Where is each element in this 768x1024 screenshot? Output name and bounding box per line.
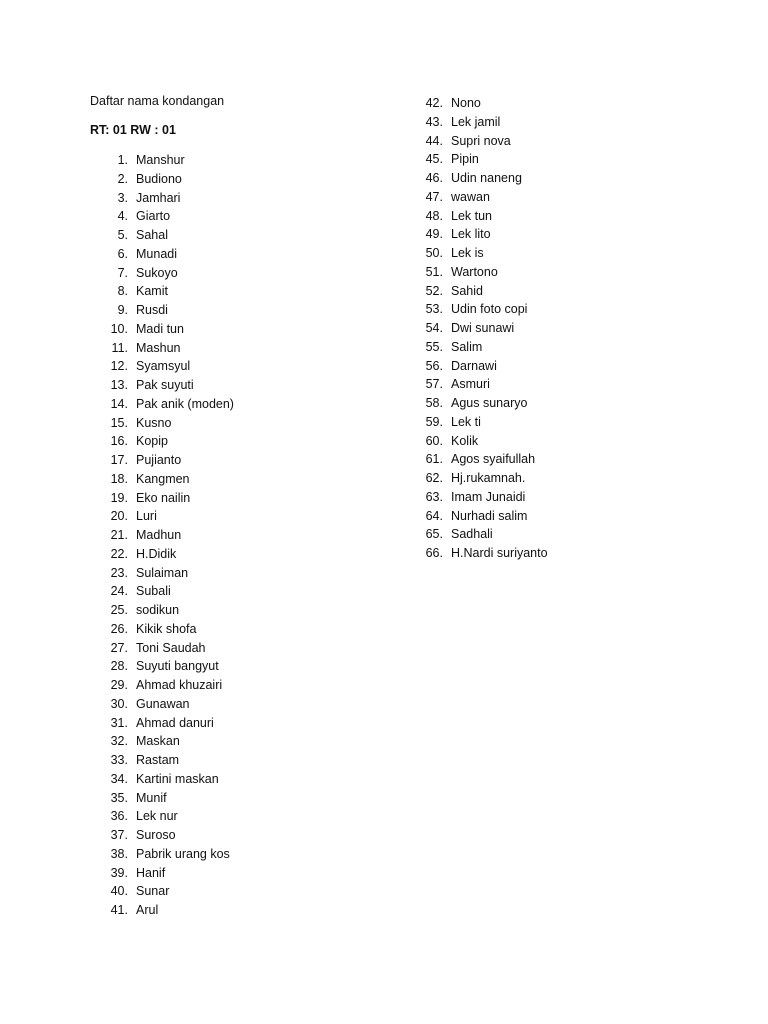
list-item-name: Kamit	[136, 284, 168, 299]
list-item-name: Suyuti bangyut	[136, 659, 219, 674]
list-item	[90, 751, 234, 770]
list-item	[90, 601, 234, 620]
list-item	[90, 901, 234, 920]
list-item-name: sodikun	[136, 603, 180, 617]
list-item	[90, 432, 234, 451]
list-item-name: Hj.rukamnah.	[451, 471, 526, 485]
list-item-name: Kartini maskan	[136, 771, 219, 786]
rt-rw-heading: RT: 01 RW : 01	[90, 123, 176, 137]
list-item	[405, 113, 548, 132]
list-item	[90, 789, 234, 808]
list-item-name: Sadhali	[451, 527, 493, 542]
list-item-name: Darnawi	[451, 358, 497, 373]
list-item	[405, 432, 548, 451]
list-item-number: 37.	[110, 828, 128, 842]
list-item-number: 42.	[425, 96, 443, 110]
list-item	[90, 882, 234, 901]
list-item	[405, 263, 548, 282]
list-item	[405, 169, 548, 188]
list-item-name: Sunar	[136, 884, 170, 899]
list-item-name: Maskan	[136, 734, 180, 749]
list-item-name: Pujianto	[136, 453, 182, 467]
list-item-name: Asmuri	[451, 377, 490, 392]
list-item-number: 21.	[110, 528, 128, 542]
list-item-name: Udin foto copi	[451, 302, 528, 317]
list-item-number: 28.	[110, 659, 128, 674]
list-item	[90, 639, 234, 658]
list-item	[90, 245, 234, 264]
list-item	[405, 450, 548, 469]
list-item-number: 31.	[110, 715, 128, 730]
list-item-number: 54.	[425, 321, 443, 335]
list-item-number: 22.	[110, 546, 128, 561]
list-item	[405, 394, 548, 413]
name-list-left-column	[90, 151, 234, 920]
list-item	[405, 319, 548, 338]
list-item-name: Kusno	[136, 415, 172, 430]
list-item-name: wawan	[451, 189, 490, 204]
list-item-number: 25.	[110, 603, 128, 617]
list-item	[90, 564, 234, 583]
list-item	[90, 470, 234, 489]
list-item	[405, 413, 548, 432]
list-item-name: Eko nailin	[136, 490, 191, 505]
list-item-name: H.Nardi suriyanto	[451, 546, 548, 560]
list-item-name: Kangmen	[136, 471, 190, 486]
list-item-number: 39.	[110, 865, 128, 880]
list-item-number: 44.	[425, 133, 443, 148]
list-item-number: 61.	[425, 452, 443, 467]
list-item	[405, 282, 548, 301]
list-item-number: 32.	[110, 734, 128, 749]
list-item	[405, 338, 548, 357]
list-item-name: Pipin	[451, 152, 479, 167]
list-item	[90, 526, 234, 545]
list-item-name: Sahal	[136, 228, 168, 242]
list-item-name: Munadi	[136, 246, 177, 261]
list-item	[90, 657, 234, 676]
list-item-name: Pabrik urang kos	[136, 846, 230, 861]
list-item-number: 13.	[110, 378, 128, 392]
list-item-name: Udin naneng	[451, 171, 522, 185]
list-item	[405, 544, 548, 563]
list-item-name: Suroso	[136, 828, 176, 842]
list-item-name: Ahmad khuzairi	[136, 678, 223, 692]
list-item-number: 4.	[117, 209, 128, 224]
list-item	[90, 582, 234, 601]
list-item-name: Kikik shofa	[136, 621, 197, 636]
list-item-number: 10.	[110, 321, 128, 336]
list-item-number: 6.	[117, 246, 128, 261]
list-item-name: Supri nova	[451, 133, 511, 148]
list-item-number: 14.	[110, 396, 128, 411]
list-item-name: Toni Saudah	[136, 640, 206, 655]
list-item-number: 41.	[110, 903, 128, 917]
list-item-name: Luri	[136, 509, 157, 524]
list-item-number: 46.	[425, 171, 443, 185]
list-item-name: Ahmad danuri	[136, 715, 214, 730]
list-item-name: Kolik	[451, 433, 479, 448]
list-item-number: 51.	[425, 264, 443, 279]
list-item	[405, 507, 548, 526]
list-item-number: 20.	[110, 509, 128, 524]
list-item	[90, 620, 234, 639]
list-item-number: 24.	[110, 584, 128, 599]
list-item-name: Imam Junaidi	[451, 489, 526, 504]
list-item-number: 19.	[110, 490, 128, 505]
list-item-number: 65.	[425, 527, 443, 542]
list-item	[405, 207, 548, 226]
list-item-name: Munif	[136, 790, 167, 805]
list-item-number: 56.	[425, 358, 443, 373]
list-item-name: Sulaiman	[136, 565, 189, 580]
document-title: Daftar nama kondangan	[90, 94, 225, 108]
list-item-number: 30.	[110, 696, 128, 711]
list-item	[405, 469, 548, 488]
list-item-number: 49.	[425, 227, 443, 242]
list-item	[90, 207, 234, 226]
list-item	[405, 244, 548, 263]
list-item-number: 40.	[110, 884, 128, 899]
list-item-name: Giarto	[136, 209, 171, 224]
list-item-number: 45.	[425, 152, 443, 167]
list-item-number: 33.	[110, 753, 128, 767]
list-item-number: 9.	[117, 303, 128, 317]
list-item-name: Budiono	[136, 171, 182, 186]
list-item-number: 5.	[117, 228, 128, 242]
list-item-number: 15.	[110, 415, 128, 430]
list-item	[405, 225, 548, 244]
name-list-right-column	[405, 94, 548, 563]
list-item-name: Madhun	[136, 528, 182, 542]
list-item	[90, 695, 234, 714]
list-item-name: Agus sunaryo	[451, 396, 528, 410]
list-item-number: 3.	[117, 190, 128, 205]
list-item-name: Lek tun	[451, 208, 493, 223]
list-item-name: Nurhadi salim	[451, 508, 528, 523]
list-item	[90, 301, 234, 320]
list-item	[90, 395, 234, 414]
list-item	[90, 507, 234, 526]
list-item-number: 64.	[425, 508, 443, 523]
list-item-number: 38.	[110, 846, 128, 861]
list-item-number: 62.	[425, 471, 443, 485]
list-item	[90, 282, 234, 301]
list-item-number: 55.	[425, 339, 443, 354]
list-item	[405, 375, 548, 394]
list-item-number: 53.	[425, 302, 443, 317]
list-item	[90, 545, 234, 564]
list-item-name: Jamhari	[136, 190, 181, 205]
list-item-number: 17.	[110, 453, 128, 467]
list-item	[90, 826, 234, 845]
list-item-number: 36.	[110, 809, 128, 824]
list-item-name: Pak anik (moden)	[136, 396, 234, 411]
list-item-name: Kopip	[136, 434, 168, 449]
list-item-number: 48.	[425, 208, 443, 223]
list-item-name: Lek jamil	[451, 114, 501, 129]
list-item	[90, 864, 234, 883]
list-item-name: Salim	[451, 339, 483, 354]
list-item-name: Madi tun	[136, 321, 184, 336]
list-item	[405, 357, 548, 376]
list-item-name: Gunawan	[136, 696, 190, 711]
list-item-number: 50.	[425, 246, 443, 260]
list-item	[90, 226, 234, 245]
list-item-number: 18.	[110, 471, 128, 486]
list-item	[90, 339, 234, 358]
list-item-number: 29.	[110, 678, 128, 692]
list-item	[405, 488, 548, 507]
list-item-name: Nono	[451, 96, 481, 110]
list-item-name: Syamsyul	[136, 359, 191, 374]
list-item	[90, 451, 234, 470]
list-item-name: Sahid	[451, 283, 483, 298]
list-item-name: Lek nur	[136, 809, 178, 824]
list-item	[405, 525, 548, 544]
list-item	[405, 188, 548, 207]
list-item-number: 11.	[111, 340, 128, 355]
list-item	[90, 151, 234, 170]
list-item-number: 26.	[110, 621, 128, 636]
list-item-number: 47.	[425, 189, 443, 204]
list-item-number: 27.	[110, 640, 128, 655]
list-item-name: H.Didik	[136, 546, 177, 561]
list-item-number: 16.	[110, 434, 128, 449]
list-item-name: Arul	[136, 903, 159, 917]
list-item	[90, 807, 234, 826]
list-item-name: Rusdi	[136, 303, 168, 317]
list-item	[90, 189, 234, 208]
list-item	[405, 150, 548, 169]
list-item-number: 34.	[110, 771, 128, 786]
list-item	[90, 770, 234, 789]
list-item	[90, 376, 234, 395]
list-item	[90, 320, 234, 339]
list-item-number: 43.	[425, 114, 443, 129]
list-item-name: Subali	[136, 584, 171, 599]
list-item	[90, 264, 234, 283]
list-item-name: Hanif	[136, 865, 166, 880]
list-item	[90, 676, 234, 695]
list-item	[405, 132, 548, 151]
list-item-number: 1.	[117, 153, 128, 167]
list-item	[90, 170, 234, 189]
list-item	[405, 94, 548, 113]
list-item-number: 59.	[425, 414, 443, 429]
list-item-number: 2.	[117, 171, 128, 186]
list-item-name: Lek lito	[451, 227, 491, 242]
list-item-name: Lek is	[451, 246, 484, 260]
list-item-name: Manshur	[136, 153, 185, 167]
list-item	[90, 357, 234, 376]
list-item-number: 7.	[117, 265, 128, 280]
list-item-name: Agos syaifullah	[451, 452, 536, 467]
list-item-name: Rastam	[136, 753, 180, 767]
list-item-name: Sukoyo	[136, 265, 178, 280]
list-item-name: Wartono	[451, 264, 498, 279]
list-item	[90, 489, 234, 508]
list-item	[90, 414, 234, 433]
list-item-name: Pak suyuti	[136, 378, 194, 392]
list-item	[405, 300, 548, 319]
list-item	[90, 714, 234, 733]
list-item-number: 60.	[425, 433, 443, 448]
list-item-number: 66.	[425, 546, 443, 560]
list-item-name: Mashun	[136, 340, 181, 355]
list-item	[90, 732, 234, 751]
list-item-number: 52.	[425, 283, 443, 298]
list-item-name: Dwi sunawi	[451, 321, 515, 335]
list-item-name: Lek ti	[451, 414, 481, 429]
list-item-number: 58.	[425, 396, 443, 410]
list-item-number: 63.	[425, 489, 443, 504]
list-item-number: 57.	[425, 377, 443, 392]
list-item-number: 35.	[110, 790, 128, 805]
list-item	[90, 845, 234, 864]
list-item-number: 12.	[110, 359, 128, 374]
list-item-number: 23.	[110, 565, 128, 580]
list-item-number: 8.	[117, 284, 128, 299]
